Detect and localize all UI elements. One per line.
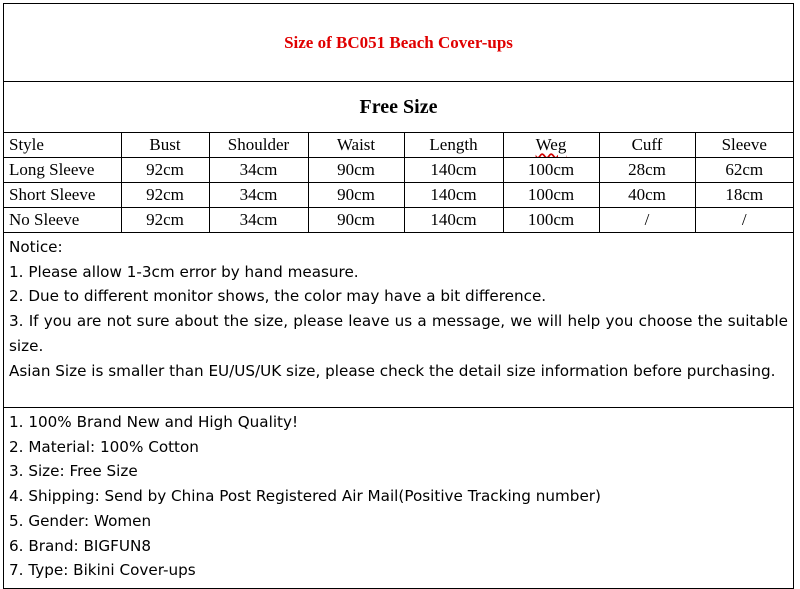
table-cell: 62cm	[695, 158, 793, 183]
free-size-heading: Free Size	[4, 82, 793, 133]
notice-line: 2. Due to different monitor shows, the color may have a bit difference.	[9, 287, 547, 306]
table-cell: /	[695, 208, 793, 233]
size-chart-document	[3, 3, 794, 589]
table-header-row	[4, 133, 793, 158]
header-cell: Sleeve	[695, 133, 793, 158]
header-cell	[503, 133, 599, 158]
feature-item: 7. Type: Bikini Cover-ups	[9, 561, 196, 580]
table-cell: 90cm	[308, 158, 404, 183]
table-cell: /	[599, 208, 695, 233]
table-cell: 100cm	[503, 208, 599, 233]
header-cell: Waist	[308, 133, 404, 158]
table-cell: 100cm	[503, 158, 599, 183]
table-cell: 92cm	[121, 158, 209, 183]
table-cell: 140cm	[404, 158, 503, 183]
feature-item: 6. Brand: BIGFUN8	[9, 536, 152, 555]
feature-item: 3. Size: Free Size	[9, 462, 138, 481]
header-cell: Length	[404, 133, 503, 158]
features-section	[4, 408, 793, 588]
header-cell: Bust	[121, 133, 209, 158]
table-cell: 90cm	[308, 183, 404, 208]
header-cell-weg: Weg	[535, 135, 567, 154]
header-cell: Style	[4, 133, 121, 158]
table-cell: 100cm	[503, 183, 599, 208]
table-cell: 34cm	[209, 183, 308, 208]
table-row	[4, 183, 793, 208]
table-cell: No Sleeve	[4, 208, 121, 233]
size-table	[4, 133, 793, 233]
table-cell: Short Sleeve	[4, 183, 121, 208]
notice-line: Asian Size is smaller than EU/US/UK size, please check the detail size information before purchasing.	[9, 361, 776, 380]
table-cell: 34cm	[209, 158, 308, 183]
table-cell: 40cm	[599, 183, 695, 208]
chart-title: Size of BC051 Beach Cover-ups	[4, 4, 793, 82]
table-cell: 140cm	[404, 183, 503, 208]
table-row	[4, 208, 793, 233]
feature-item: 4. Shipping: Send by China Post Registered Air Mail(Positive Tracking number)	[9, 487, 601, 506]
notice-heading: Notice:	[9, 238, 63, 256]
table-row	[4, 158, 793, 183]
notice-section	[4, 233, 793, 408]
feature-item: 2. Material: 100% Cotton	[9, 437, 199, 456]
table-cell: 28cm	[599, 158, 695, 183]
header-cell: Shoulder	[209, 133, 308, 158]
table-cell: 92cm	[121, 208, 209, 233]
table-cell: 34cm	[209, 208, 308, 233]
feature-item: 5. Gender: Women	[9, 511, 152, 530]
table-cell: Long Sleeve	[4, 158, 121, 183]
notice-line: 3. If you are not sure about the size, please leave us a message, we will help you choose the suitable size.	[9, 312, 788, 355]
table-cell: 90cm	[308, 208, 404, 233]
table-cell: 140cm	[404, 208, 503, 233]
notice-line: 1. Please allow 1-3cm error by hand measure.	[9, 262, 359, 281]
table-cell: 92cm	[121, 183, 209, 208]
table-cell: 18cm	[695, 183, 793, 208]
feature-item: 1. 100% Brand New and High Quality!	[9, 413, 299, 431]
header-cell: Cuff	[599, 133, 695, 158]
